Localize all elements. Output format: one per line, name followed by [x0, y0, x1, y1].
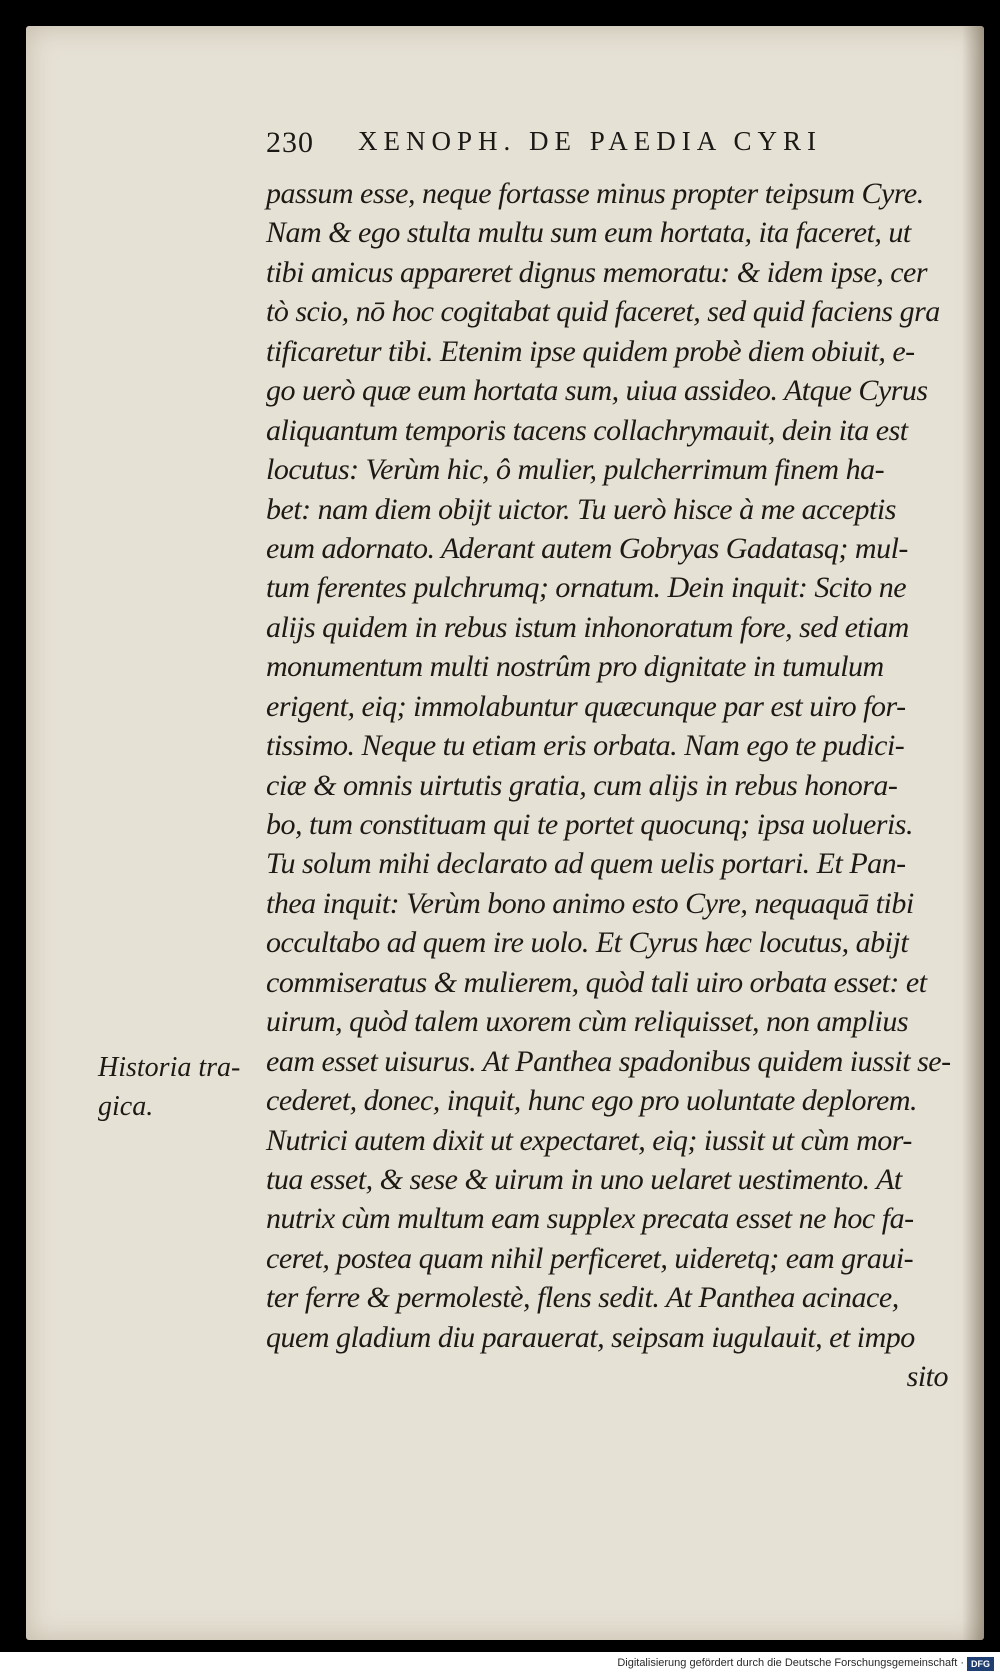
text-line: bo, tum constituam qui te portet quocunq; ipsa uolueris.: [266, 808, 913, 841]
text-line: bet: nam diem obijt uictor. Tu uerò hisce à me acceptis: [266, 492, 896, 526]
text-line: eum adornato. Aderant autem Gobryas Gadatasq; mul-: [266, 531, 908, 565]
page-header: [26, 126, 984, 166]
text-line: ciæ & omnis uirtutis gratia, cum alijs in rebus honora-: [266, 768, 898, 802]
funding-credit: Digitalisierung gefördert durch die Deutsche Forschungsgemeinschaft ·: [617, 1657, 964, 1669]
page-number: 230: [266, 126, 314, 159]
footer-bar: [0, 1652, 1000, 1677]
text-line: locutus: Verùm hic, ô mulier, pulcherrimum finem ha-: [266, 453, 885, 487]
text-line: ceret, postea quam nihil perficeret, uideretq; eam graui-: [266, 1241, 914, 1275]
text-line: tò scio, nō hoc cogitabat quid faceret, sed quid faciens gra: [266, 295, 940, 329]
dfg-logo: DFG: [967, 1657, 994, 1671]
text-line: passum esse, neque fortasse minus propter teipsum Cyre.: [266, 177, 924, 210]
text-line: Nam & ego stulta multu sum eum hortata, ita faceret, ut: [266, 216, 911, 250]
text-line: tua esset, & sese & uirum in uno uelaret uestimento. At: [266, 1162, 902, 1196]
text-line: tum ferentes pulchrumq; ornatum. Dein inquit: Scito ne: [266, 571, 907, 605]
text-line: go uerò quæ eum hortata sum, uiua assideo. Atque Cyrus: [266, 374, 928, 408]
text-line: tificaretur tibi. Etenim ipse quidem probè diem obiuit, e-: [266, 334, 915, 368]
text-line: Tu solum mihi declarato ad quem uelis portari. Et Pan-: [266, 847, 906, 881]
text-line: uirum, quòd talem uxorem cùm reliquisset, non amplius: [266, 1005, 909, 1039]
text-line: Nutrici autem dixit ut expectaret, eiq; iussit ut cùm mor-: [266, 1123, 912, 1157]
text-line: tibi amicus appareret dignus memoratu: & idem ipse, cer: [266, 255, 928, 289]
text-line: tissimo. Neque tu etiam eris orbata. Nam ego te pudici-: [266, 729, 905, 763]
marginal-note-line: gica.: [98, 1091, 154, 1123]
text-line: cederet, donec, inquit, hunc ego pro uoluntate deplorem.: [266, 1084, 917, 1118]
body-text: [266, 174, 956, 1397]
marginal-note: [98, 1048, 258, 1127]
text-line: ter ferre & permolestè, flens sedit. At Panthea acinace,: [266, 1281, 899, 1315]
text-line: erigent, eiq; immolabuntur quæcunque par est uiro for-: [266, 689, 906, 723]
text-line: nutrix cùm multum eam supplex precata esset ne hoc fa-: [266, 1202, 914, 1236]
text-line: aliquantum temporis tacens collachrymauit, dein ita est: [266, 413, 908, 447]
text-line: commiseratus & mulierem, quòd tali uiro orbata esset: et: [266, 965, 927, 999]
text-line: eam esset uisurus. At Panthea spadonibus quidem iussit se-: [266, 1044, 951, 1078]
running-title: XENOPH. DE PAEDIA CYRI: [358, 126, 823, 156]
text-line: quem gladium diu parauerat, seipsam iugulauit, et impo: [266, 1320, 915, 1354]
text-line: monumentum multi nostrûm pro dignitate in tumulum: [266, 650, 884, 684]
text-line: thea inquit: Verùm bono animo esto Cyre, nequaquā tibi: [266, 886, 914, 920]
catchword: sito: [906, 1360, 948, 1394]
text-line: occultabo ad quem ire uolo. Et Cyrus hæc locutus, abijt: [266, 926, 909, 960]
book-page: [26, 26, 984, 1640]
marginal-note-line: Historia tra-: [98, 1052, 241, 1083]
text-line: alijs quidem in rebus istum inhonoratum fore, sed etiam: [266, 610, 909, 644]
